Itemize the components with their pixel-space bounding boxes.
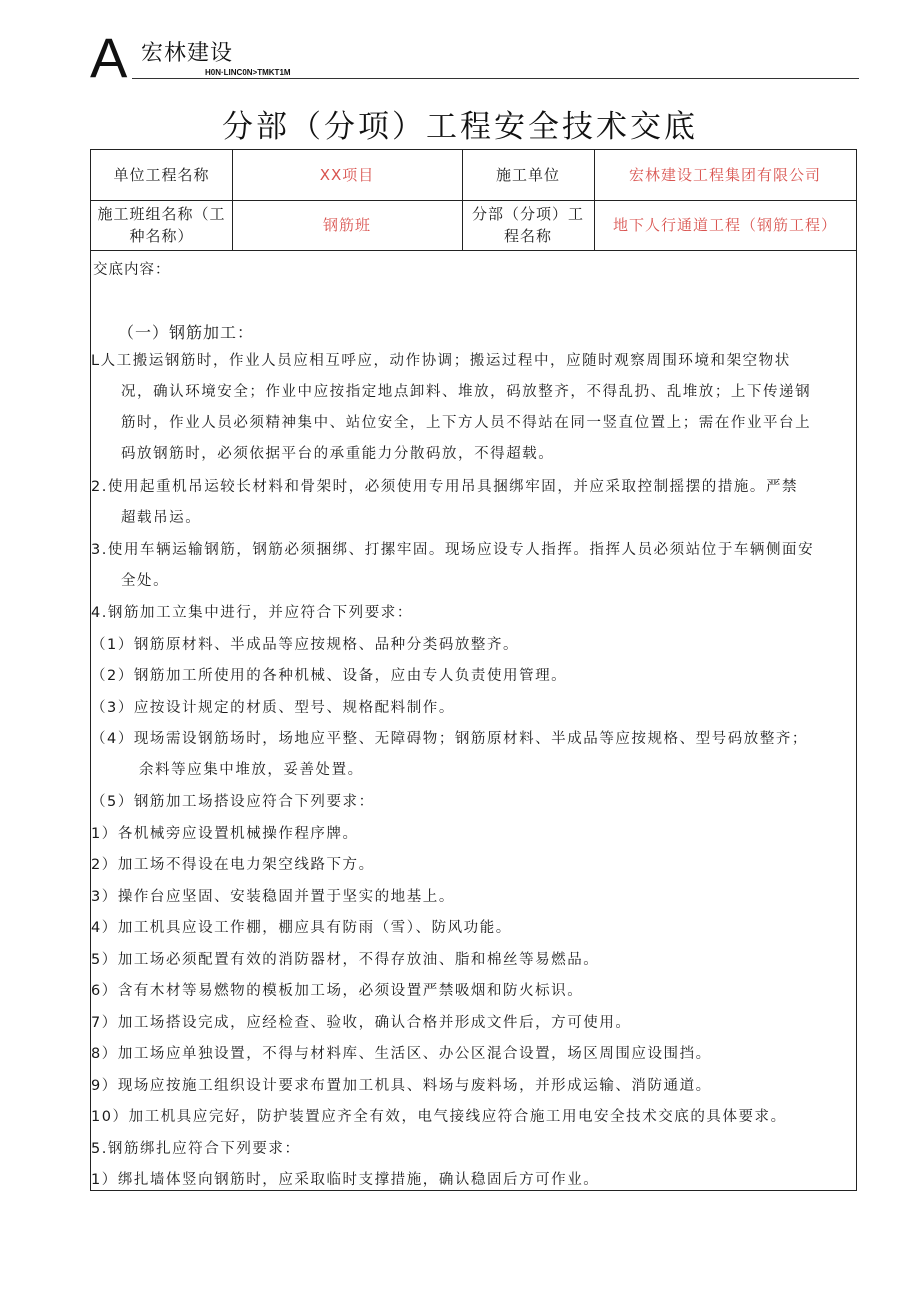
paragraph-line: L人工搬运钢筋时，作业人员应相互呼应，动作协调；搬运过程中，应随时观察周围环境和架空物状 xyxy=(91,353,791,369)
paragraph-20 xyxy=(91,1134,855,1165)
paragraph-line: 6）含有木材等易燃物的模板加工场，必须设置严禁吸烟和防火标识。 xyxy=(91,983,584,999)
paragraph-continuation: 筋时，作业人员必须精神集中、站位安全，上下方人员不得站在同一竖直位置上；需在作业平台上 xyxy=(121,415,812,431)
construction-unit-label: 施工单位 xyxy=(495,166,560,184)
paragraph-18 xyxy=(91,1071,855,1102)
paragraph-9 xyxy=(91,787,855,818)
paragraph-8 xyxy=(91,724,855,786)
content-label: 交底内容： xyxy=(93,262,171,278)
unit-project-name-label: 单位工程名称 xyxy=(113,166,210,184)
paragraph-line: 4.钢筋加工立集中进行，并应符合下列要求： xyxy=(91,605,413,621)
company-name: 宏林建设 xyxy=(141,41,234,66)
paragraph-line: 9）现场应按施工组织设计要求布置加工机具、料场与废料场，并形成运输、消防通道。 xyxy=(91,1078,712,1094)
paragraph-line: （1）钢筋原材料、半成品等应按规格、品种分类码放整齐。 xyxy=(91,637,520,653)
section-heading: （一）钢筋加工： xyxy=(118,323,255,342)
logo-mark: A xyxy=(90,26,128,89)
paragraph-line: 7）加工场搭设完成，应经检查、验收，确认合格并形成文件后，方可使用。 xyxy=(91,1015,632,1031)
row-divider-2 xyxy=(91,250,856,251)
construction-unit-value: 宏林建设工程集团有限公司 xyxy=(628,166,821,184)
sub-project-name-label: 分部（分项）工程名称 xyxy=(471,205,584,245)
paragraph-4 xyxy=(91,598,855,629)
paragraph-line: （4）现场需设钢筋场时，场地应平整、无障碍物；钢筋原材料、半成品等应按规格、型号码放整齐； xyxy=(91,731,808,747)
paragraph-continuation: 余料等应集中堆放，妥善处置。 xyxy=(139,762,364,778)
paragraph-11 xyxy=(91,850,855,881)
paragraph-14 xyxy=(91,945,855,976)
paragraph-line: 2.使用起重机吊运较长材料和骨架时，必须使用专用吊具捆绑牢固，并应采取控制摇摆的措施。严禁 xyxy=(91,479,799,495)
paragraph-line: 3.使用车辆运输钢筋，钢筋必须捆绑、打摞牢固。现场应设专人指挥。指挥人员必须站位于车辆侧面安 xyxy=(91,542,815,558)
paragraph-continuation: 超载吊运。 xyxy=(121,510,202,526)
paragraph-5 xyxy=(91,630,855,661)
paragraph-17 xyxy=(91,1039,855,1070)
disclosure-form xyxy=(90,149,857,1191)
paragraph-continuation: 全处。 xyxy=(121,573,170,589)
paragraph-7 xyxy=(91,693,855,724)
paragraph-line: 3）操作台应坚固、安装稳固并置于坚实的地基上。 xyxy=(91,889,455,905)
paragraph-line: 5）加工场必须配置有效的消防器材，不得存放油、脂和棉丝等易燃品。 xyxy=(91,952,600,968)
team-name-label: 施工班组名称（工种名称） xyxy=(97,205,226,245)
paragraph-3 xyxy=(91,535,855,597)
paragraph-1 xyxy=(91,346,855,470)
paragraph-10 xyxy=(91,819,855,850)
paragraph-line: 1）各机械旁应设置机械操作程序牌。 xyxy=(91,826,359,842)
paragraph-continuation: 码放钢筋时，必须依据平台的承重能力分散码放，不得超载。 xyxy=(121,446,555,462)
paragraph-line: 10）加工机具应完好，防护装置应齐全有效，电气接线应符合施工用电安全技术交底的具体要求。 xyxy=(91,1109,787,1125)
paragraph-line: （2）钢筋加工所使用的各种机械、设备，应由专人负责使用管理。 xyxy=(91,668,568,684)
paragraph-line: （5）钢筋加工场搭设应符合下列要求： xyxy=(91,794,375,810)
paragraph-21 xyxy=(91,1165,855,1196)
company-english-name: H0N·LINC0N>TMKT1M xyxy=(205,68,291,77)
unit-project-name-value: XX项目 xyxy=(319,166,375,184)
paragraph-line: 8）加工场应单独设置，不得与材料库、生活区、办公区混合设置，场区周围应设围挡。 xyxy=(91,1046,712,1062)
paragraph-line: 2）加工场不得设在电力架空线路下方。 xyxy=(91,857,375,873)
paragraph-line: 1）绑扎墙体竖向钢筋时，应采取临时支撑措施，确认稳固后方可作业。 xyxy=(91,1172,600,1188)
document-title: 分部（分项）工程安全技术交底 xyxy=(222,109,698,145)
paragraph-line: 4）加工机具应设工作棚，棚应具有防雨（雪）、防风功能。 xyxy=(91,920,512,936)
paragraph-line: 5.钢筋绑扎应符合下列要求： xyxy=(91,1141,301,1157)
paragraph-13 xyxy=(91,913,855,944)
paragraph-16 xyxy=(91,1008,855,1039)
paragraph-continuation: 况，确认环境安全；作业中应按指定地点卸料、堆放，码放整齐，不得乱扔、乱堆放；上下传递钢 xyxy=(121,384,812,400)
paragraph-line: （3）应按设计规定的材质、型号、规格配料制作。 xyxy=(91,700,455,716)
paragraph-6 xyxy=(91,661,855,692)
paragraph-19 xyxy=(91,1102,855,1133)
team-name-value: 钢筋班 xyxy=(322,216,371,234)
paragraph-12 xyxy=(91,882,855,913)
header-rule xyxy=(132,78,859,79)
paragraph-2 xyxy=(91,472,855,534)
sub-project-name-value: 地下人行通道工程（钢筋工程） xyxy=(612,216,837,234)
paragraph-15 xyxy=(91,976,855,1007)
